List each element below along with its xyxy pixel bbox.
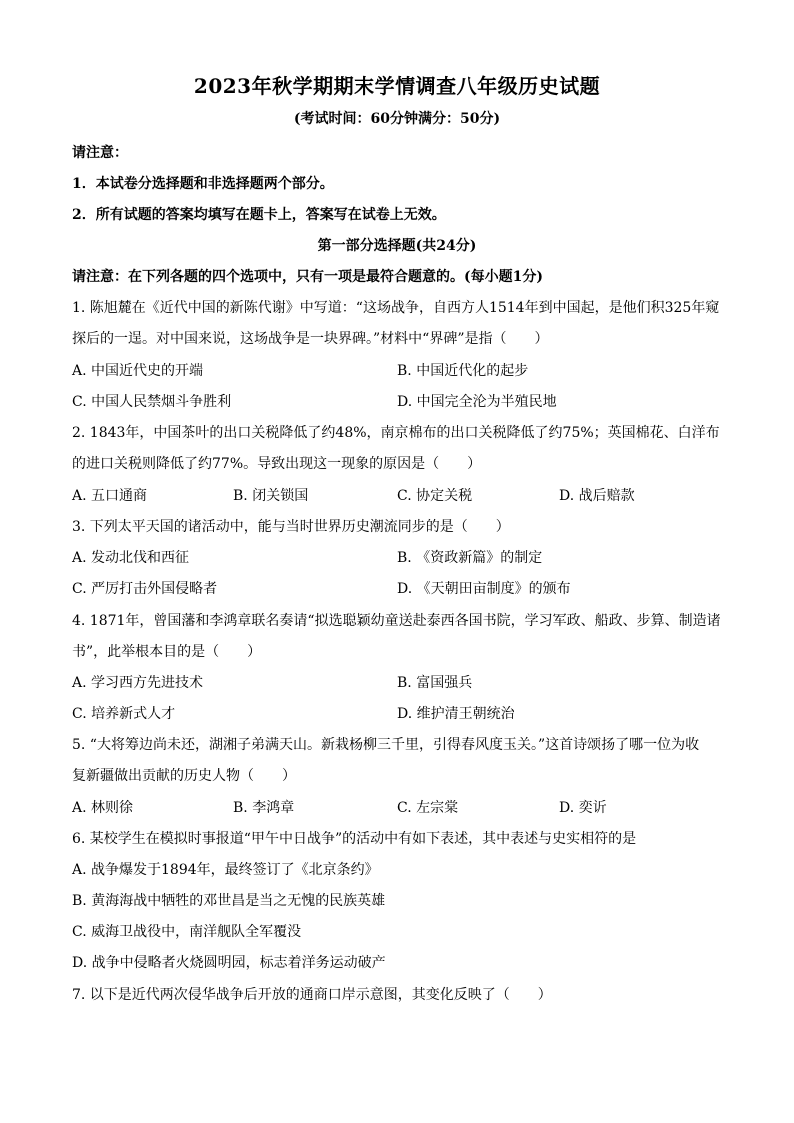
question-2-option-a: A. 五口通商 xyxy=(72,488,148,504)
question-1-option-d: D. 中国完全沦为半殖民地 xyxy=(397,394,557,410)
question-4-option-b: B. 富国强兵 xyxy=(397,675,473,691)
question-2-option-d: D. 战后赔款 xyxy=(559,488,635,504)
question-5-option-a: A. 林则徐 xyxy=(72,800,134,816)
question-5-option-c: C. 左宗棠 xyxy=(397,800,459,816)
question-1-option-c: C. 中国人民禁烟斗争胜利 xyxy=(72,394,232,410)
exam-info: (考试时间：60分钟满分：50分) xyxy=(293,111,501,127)
question-1-stem-line-2: 探后的一逞。对中国来说，这场战争是一块界碑。”材料中“界碑”是指（ ） xyxy=(72,331,549,347)
question-5-option-b: B. 李鸿章 xyxy=(233,800,295,816)
question-6-stem-line-1: 6. 某校学生在模拟时事报道“甲午中日战争”的活动中有如下表述，其中表述与史实相符的是 xyxy=(72,831,637,847)
part1-instruction: 请注意：在下列各题的四个选项中，只有一项是最符合题意的。(每小题1分) xyxy=(72,269,543,285)
question-3-stem-line-1: 3. 下列太平天国的诸活动中，能与当时世界历史潮流同步的是（ ） xyxy=(72,519,510,535)
question-1-stem-line-1: 1. 陈旭麓在《近代中国的新陈代谢》中写道：“这场战争，自西方人1514年到中国起，是他们积325年窥 xyxy=(72,300,720,316)
question-3-option-a: A. 发动北伐和西征 xyxy=(72,550,190,566)
question-6-option-a: A. 战争爆发于1894年，最终签订了《北京条约》 xyxy=(72,862,379,878)
page-title: 2023年秋学期期末学情调查八年级历史试题 xyxy=(193,74,601,98)
question-4-stem-line-1: 4. 1871年，曾国藩和李鸿章联名奏请“拟选聪颖幼童送赴泰西各国书院，学习军政、船政、步算、制造诸 xyxy=(72,613,721,629)
question-3-option-d: D. 《天朝田亩制度》的颁布 xyxy=(397,581,571,597)
question-4-stem-line-2: 书”，此举根本目的是（ ） xyxy=(72,644,262,660)
part1-heading: 第一部分选择题(共24分) xyxy=(317,238,477,254)
question-6-option-b: B. 黄海海战中牺牲的邓世昌是当之无愧的民族英雄 xyxy=(72,893,386,909)
notice-heading: 请注意： xyxy=(72,145,128,161)
question-1-option-a: A. 中国近代史的开端 xyxy=(72,363,204,379)
question-1-option-b: B. 中国近代化的起步 xyxy=(397,363,529,379)
question-4-option-d: D. 维护清王朝统治 xyxy=(397,706,515,722)
question-3-option-c: C. 严厉打击外国侵略者 xyxy=(72,581,218,597)
question-4-option-a: A. 学习西方先进技术 xyxy=(72,675,204,691)
question-2-stem-line-1: 2. 1843年，中国茶叶的出口关税降低了约48%，南京棉布的出口关税降低了约75%；英国棉花、白洋布 xyxy=(72,425,720,441)
question-7-stem-line-1: 7. 以下是近代两次侵华战争后开放的通商口岸示意图，其变化反映了（ ） xyxy=(72,987,552,1003)
question-6-option-d: D. 战争中侵略者火烧圆明园，标志着洋务运动破产 xyxy=(72,955,386,971)
question-5-stem-line-1: 5. “大将筹边尚未还，湖湘子弟满天山。新栽杨柳三千里，引得春风度玉关。”这首诗颂扬了哪一位为收 xyxy=(72,737,700,753)
question-6-option-c: C. 威海卫战役中，南洋舰队全军覆没 xyxy=(72,924,302,940)
question-5-option-d: D. 奕䜣 xyxy=(559,800,607,816)
notice-item-1: 1．本试卷分选择题和非选择题两个部分。 xyxy=(72,176,334,192)
question-2-option-b: B. 闭关锁国 xyxy=(233,488,309,504)
question-2-stem-line-2: 的进口关税则降低了约77%。导致出现这一现象的原因是（ ） xyxy=(72,456,482,472)
notice-item-2: 2．所有试题的答案均填写在题卡上，答案写在试卷上无效。 xyxy=(72,207,446,223)
question-4-option-c: C. 培养新式人才 xyxy=(72,706,176,722)
question-3-option-b: B. 《资政新篇》的制定 xyxy=(397,550,543,566)
question-5-stem-line-2: 复新疆做出贡献的历史人物（ ） xyxy=(72,768,296,784)
question-2-option-c: C. 协定关税 xyxy=(397,488,473,504)
